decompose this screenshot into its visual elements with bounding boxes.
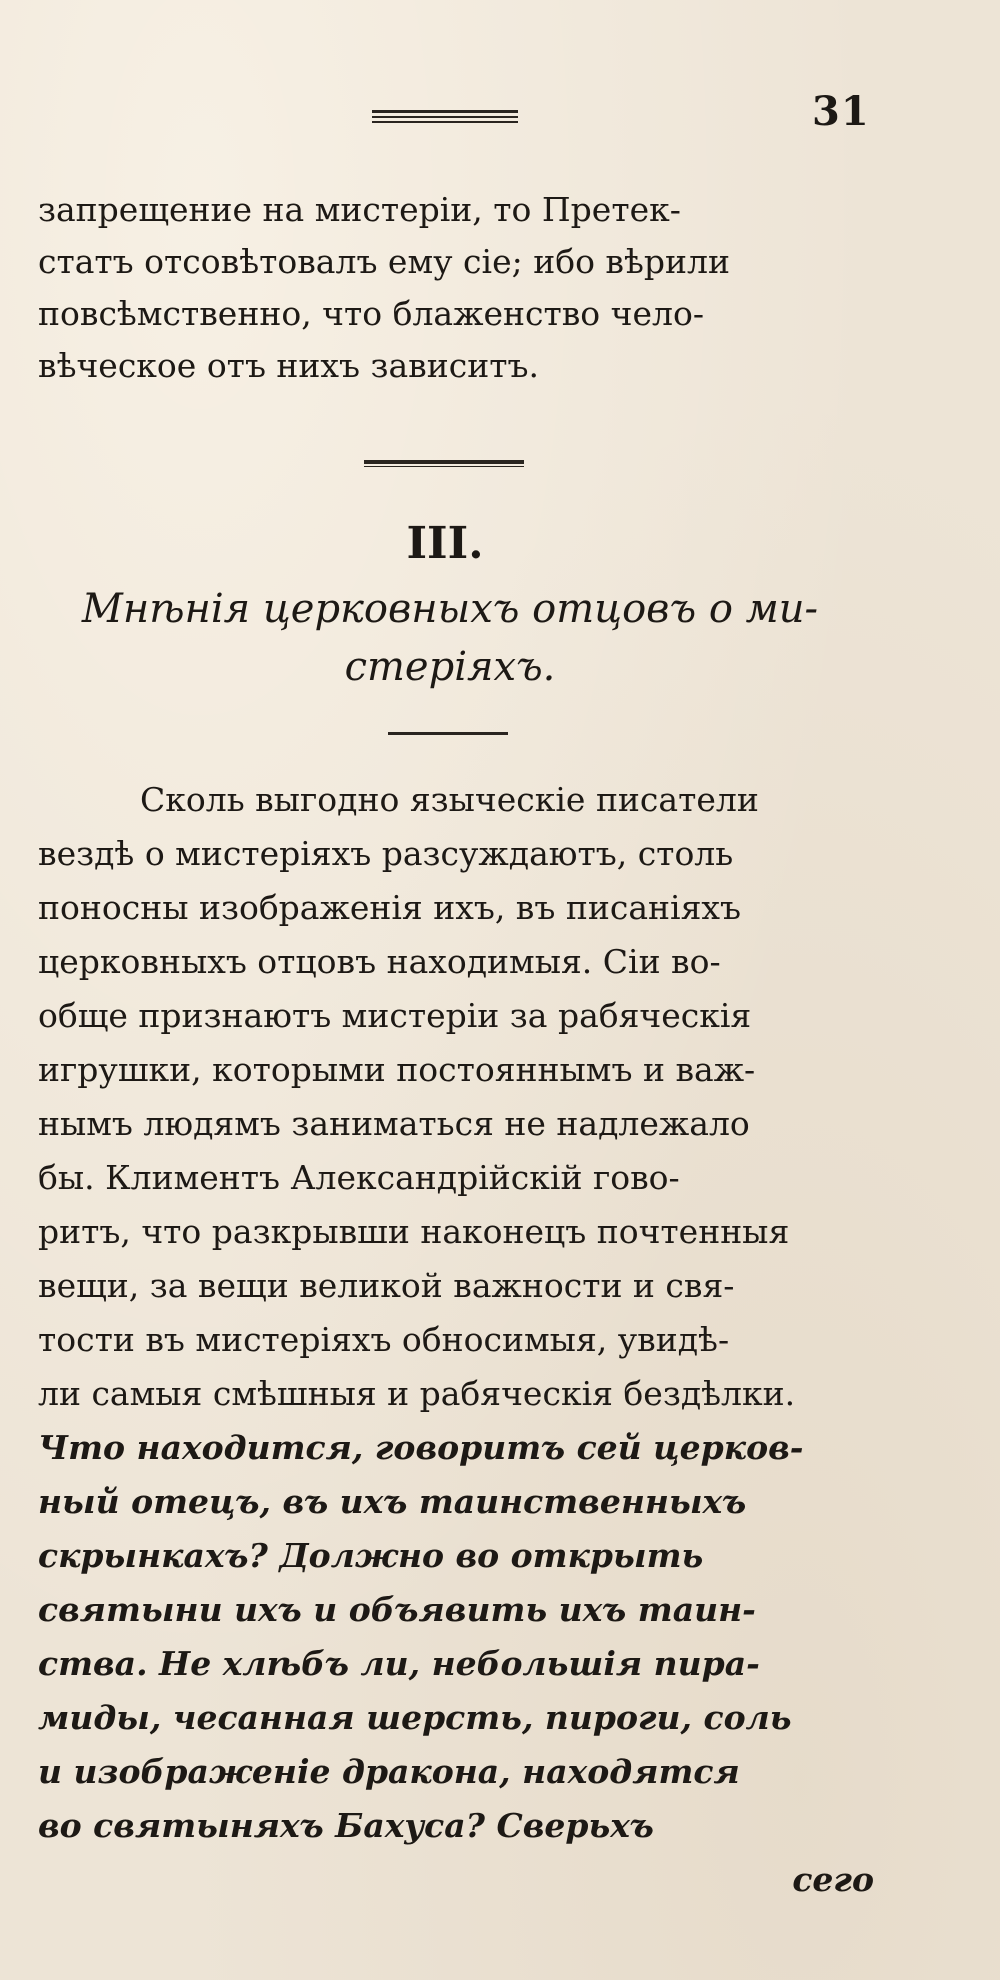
text-line: тости въ мистеріяхъ обносимыя, увидѣ- xyxy=(38,1320,730,1359)
text-line: Что находится, говоритъ сей церков- xyxy=(38,1428,804,1467)
title-divider xyxy=(388,732,508,735)
section-title: Мнѣнія церковныхъ отцовъ о ми- xyxy=(81,586,819,632)
text-line: церковныхъ отцовъ находимыя. Сіи во- xyxy=(38,942,721,981)
text-line: вездѣ о мистеріяхъ разсуждаютъ, столь xyxy=(38,834,734,873)
text-line: бы. Климентъ Александрійскій гово- xyxy=(38,1158,680,1197)
text-line: во святыняхъ Бахуса? Сверьхъ xyxy=(38,1806,654,1845)
page-number: 31 xyxy=(812,88,870,135)
section-divider xyxy=(364,460,524,464)
text-line: Сколь выгодно языческіе писатели xyxy=(140,780,759,819)
text-line: ли самыя смѣшныя и рабяческія бездѣлки. xyxy=(38,1374,796,1413)
text-line: поносны изображенія ихъ, въ писаніяхъ xyxy=(38,888,741,927)
section-title: стеріяхъ. xyxy=(344,644,556,690)
text-line: нымъ людямъ заниматься не надлежало xyxy=(38,1104,750,1143)
text-line: святыни ихъ и объявить ихъ таин- xyxy=(38,1590,756,1629)
text-line: ства. Не хлѣбъ ли, небольшія пира- xyxy=(38,1644,760,1683)
text-line: ный отецъ, въ ихъ таинственныхъ xyxy=(38,1482,747,1521)
text-line: игрушки, которыми постояннымъ и важ- xyxy=(38,1050,756,1089)
text-line: ритъ, что разкрывши наконецъ почтенныя xyxy=(38,1212,790,1251)
header-ornament-rule xyxy=(372,110,518,124)
text-line: и изображеніе дракона, находятся xyxy=(38,1752,740,1791)
text-line: миды, чесанная шерсть, пироги, соль xyxy=(38,1698,792,1737)
text-line: статъ отсовѣтовалъ ему сіе; ибо вѣрили xyxy=(38,242,730,281)
text-line: обще признаютъ мистеріи за рабяческія xyxy=(38,996,752,1035)
catchword: сего xyxy=(792,1860,874,1899)
text-line: вещи, за вещи великой важности и свя- xyxy=(38,1266,735,1305)
text-line: запрещение на мистеріи, то Претек- xyxy=(38,190,681,229)
text-line: повсѣмственно, что блаженство чело- xyxy=(38,294,704,333)
text-line: вѣческое отъ нихъ зависитъ. xyxy=(38,346,539,385)
section-number: III. xyxy=(406,518,484,569)
text-line: скрынкахъ? Должно во открыть xyxy=(38,1536,704,1575)
